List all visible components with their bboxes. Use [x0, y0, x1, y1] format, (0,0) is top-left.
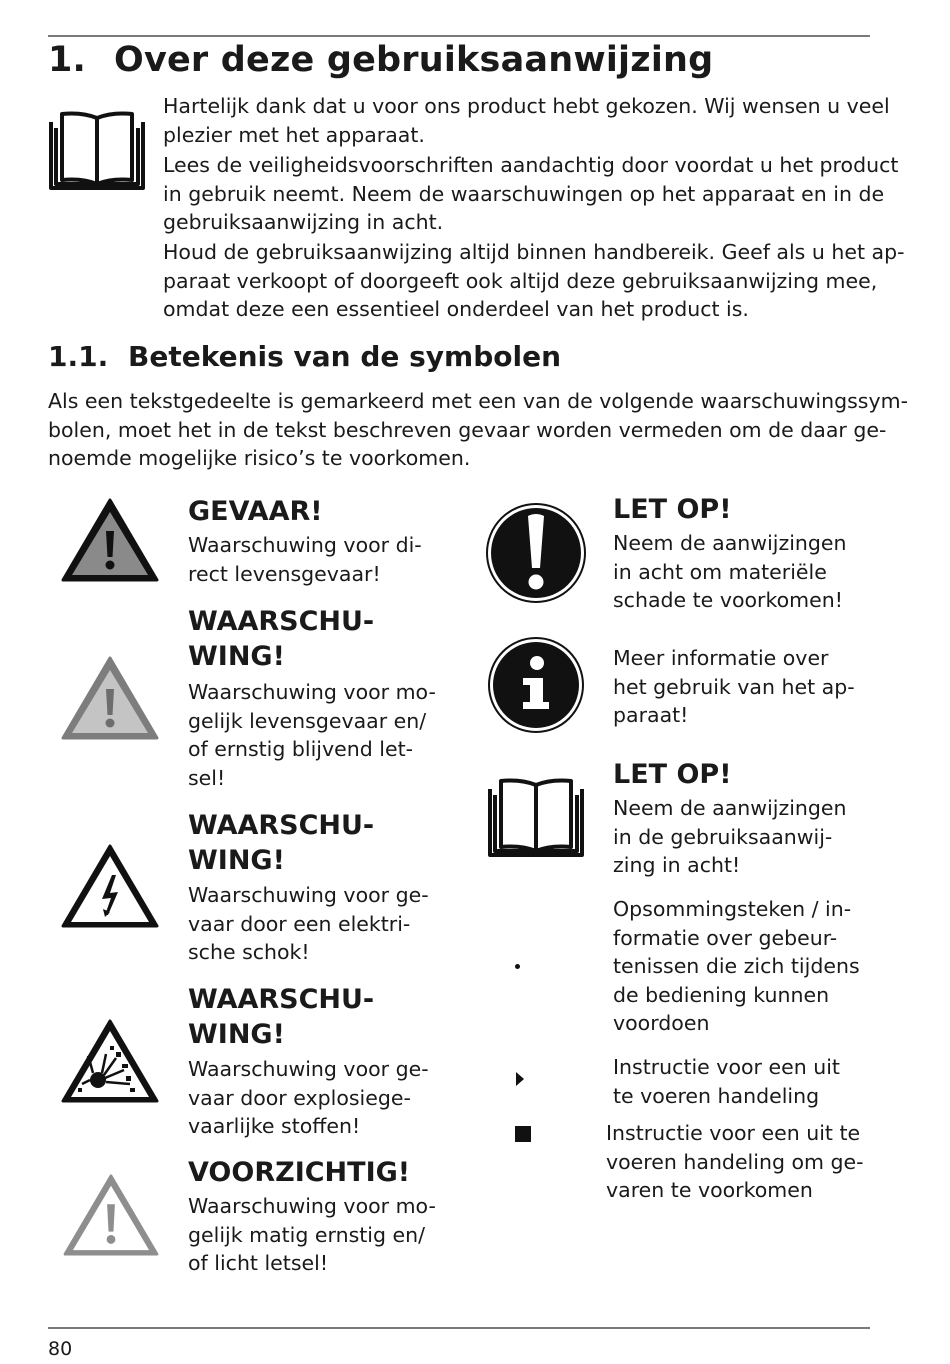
manual-book-icon-small [487, 775, 585, 859]
section-number: 1. [48, 40, 87, 80]
arrow-right-icon [515, 1071, 525, 1087]
let-op-2-title: LET OP! [613, 759, 732, 790]
paragraph-safety: Lees de veiligheidsvoorschriften aandachtig door voordat u het product in gebruik neemt. Neem de waarschuwingen op het apparaat en in de gebruiksaanwijzing in acht. [163, 153, 899, 234]
waarschuwing-2-text: Waarschuwing voor ge- vaar door een elektri- sche schok! [188, 883, 429, 964]
waarschuwing-1-text: Waarschuwing voor mo- gelijk levensgevaar en/ of ernstig blijvend let- sel! [188, 680, 436, 790]
paragraph-keep: Houd de gebruiksaanwijzing altijd binnen handbereik. Geef als u het ap- paraat verkoopt of doorgeeft ook altijd deze gebruiksaanwijzing mee, omdat deze een essentieel onderdeel van het product is. [163, 240, 905, 321]
square-bullet-icon [515, 1126, 531, 1142]
caution-triangle-icon [62, 1173, 160, 1257]
voorzichtig-title: VOORZICHTIG! [188, 1157, 411, 1188]
waarschuwing-2-title: WAARSCHU- WING! [188, 810, 375, 876]
bottom-rule [48, 1327, 870, 1329]
arrow-text: Instructie voor een uit te voeren handeling [613, 1055, 840, 1108]
electric-shock-icon [60, 843, 160, 929]
top-rule [48, 35, 870, 37]
waarschuwing-3-title: WAARSCHU- WING! [188, 984, 375, 1050]
square-text: Instructie voor een uit te voeren handeling om ge- varen te voorkomen [606, 1121, 864, 1202]
info-text: Meer informatie over het gebruik van het ap- paraat! [613, 646, 855, 727]
warning-triangle-icon [60, 655, 160, 741]
manual-book-icon [48, 108, 146, 192]
subsection-title-text: Betekenis van de symbolen [128, 340, 562, 373]
let-op-1-title: LET OP! [613, 494, 732, 525]
subsection-intro: Als een tekstgedeelte is gemarkeerd met een van de volgende waarschuwingssym- bolen, moet het in de tekst beschreven gevaar worden vermeden om de daar ge- noemde mogelijke risico’s te voorkomen. [48, 389, 908, 470]
let-op-2-text: Neem de aanwijzingen in de gebruiksaanwij- zing in acht! [613, 796, 847, 877]
paragraph-thanks: Hartelijk dank dat u voor ons product hebt gekozen. Wij wensen u veel plezier met het apparaat. [163, 94, 890, 147]
danger-triangle-icon [60, 497, 160, 583]
gevaar-title: GEVAAR! [188, 496, 323, 527]
let-op-1-text: Neem de aanwijzingen in acht om materiële schade te voorkomen! [613, 531, 847, 612]
section-title [48, 40, 713, 80]
gevaar-text: Waarschuwing voor di- rect levensgevaar! [188, 533, 422, 586]
page-number: 80 [48, 1338, 73, 1360]
voorzichtig-text: Waarschuwing voor mo- gelijk matig ernstig en/ of licht letsel! [188, 1194, 436, 1275]
exclamation-circle-icon [485, 502, 587, 604]
waarschuwing-3-text: Waarschuwing voor ge- vaar door explosiege- vaarlijke stoffen! [188, 1057, 429, 1138]
subsection-title [48, 340, 561, 373]
subsection-number: 1.1. [48, 340, 109, 373]
explosion-icon [60, 1018, 160, 1104]
section-title-text: Over deze gebruiksaanwijzing [114, 40, 714, 80]
info-circle-icon [487, 636, 585, 734]
bullet-text: Opsommingsteken / in- formatie over gebeur- tenissen die zich tijdens de bediening kunnen voordoen [613, 897, 860, 1035]
waarschuwing-1-title: WAARSCHU- WING! [188, 606, 375, 672]
bullet-dot-icon [515, 964, 520, 969]
